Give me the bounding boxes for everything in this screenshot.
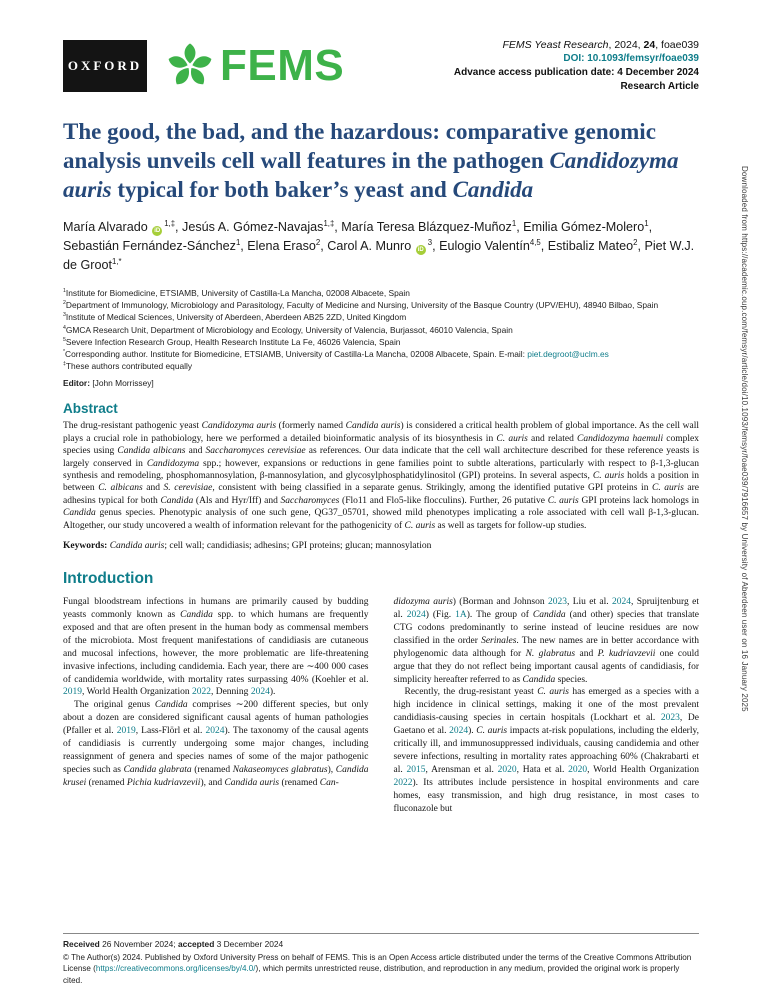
abstract-section (63, 401, 699, 532)
link[interactable]: 2020 (568, 764, 588, 775)
paragraph: The original genus Candida comprises ∼200 different species, but only about a dozen are considered significant causal agents of human pathologies (Pfaller et al. 2019, Lass-Flörl et al. 2024). The taxonomy of the causal agents of candidiasis is currently undergoing some major changes, including reassignment of genera and species names of some of the major pathogenic species such as Candida glabrata (renamed Nakaseomyces glabratus), Candida krusei (renamed Pichia kudriavzevii), and Candida auris (renamed Can- (63, 700, 369, 788)
article-type-label: Research Article (620, 81, 699, 92)
abstract-heading: Abstract (63, 401, 118, 417)
corresponding-author-line: *Corresponding author. Institute for Biomedicine, ETSIAMB, University of Castilla-La Mancha, 02008 Albacete, Spain. E-mail: piet.degroot@uclm.es (63, 349, 609, 360)
link[interactable]: 2022 (393, 777, 413, 788)
abstract-text: The drug-resistant pathogenic yeast Candidozyma auris (formerly named Candida auris) is considered a critical health problem of global importance. As the cell wall plays a crucial role in pathobiology, here we performed a detailed bioinformatic analysis of its biosynthesis in C. auris and related Candidozyma haemuli complex species using Candida albicans and Saccharomyces cerevisiae as references. Our data indicate that the cell wall architecture described for these reference yeasts is largely conserved in Candidozyma spp.; however, expansions or reductions in gene families point to subtle alterations, particularly with respect to β-1,3-glucan synthesis and remodeling, phosphomannosylation, β-mannosylation, and glycosylphosphatidylinositol (GPI) proteins. In several aspects, C. auris holds a position in between C. albicans and S. cerevisiae, consistent with being classified in a separate genus. Strikingly, among the identified putative GPI proteins in C. auris are adhesins typical for both Candida (Als and Hyr/Iff) and Saccharomyces (Flo11 and Flo5-like flocculins). Further, 26 putative C. auris GPI proteins lack homologs in Candida genus species. Phenotypic analysis of one such gene, QG37_05701, showed mild phenotypes implicating a role associated with cell wall β-1,3-glucan. Altogether, our study uncovered a wealth of information relevant for the pathogenicity of C. auris as well as targets for follow-up studies. (63, 421, 700, 531)
affiliation-line: $^1$Institute for Biomedicine, ETSIAMB, University of Castilla-La Mancha, 02008 Albacete, Spain (63, 288, 410, 298)
link[interactable]: piet.degroot@uclm.es (527, 349, 609, 360)
advance-access-date: Advance access publication date: 4 December 2024 (453, 67, 699, 78)
paragraph: Fungal bloodstream infections in humans are primarily caused by budding yeasts commonly known as Candida spp. to which humans are frequently exposed and that are often present in the human body as commensal members of the microbiota. Most frequent manifestations of candidiasis are cutaneous and mucosal infections, however, the more problematic are life-threatening invasive infections, including candidemia. Each year, there are ∼400 000 cases of candidemia worldwide, with mortality rates surpassing 40% (Koehler et al. 2019, World Health Organization 2022, Denning 2024). (63, 597, 369, 698)
link[interactable]: 2024 (612, 597, 631, 608)
link[interactable]: 2022 (191, 687, 211, 698)
link[interactable]: 1A (455, 609, 467, 620)
paragraph: Recently, the drug-resistant yeast C. auris has emerged as a species with a high incidence in clinical settings, making it one of the most prevalent candidiasis-causing species in certain hospitals (Lockhart et al. 2023, De Gaetano et al. 2024). C. auris impacts at-risk populations, including the elderly, critically ill, and immunosuppressed individuals, causing candidemia and other severe infections, resulting in mortality rates approaching 60% (Chakrabarti et al. 2015, Arensman et al. 2020, Hata et al. 2020, World Health Organization 2022). Its attributes include persistence in hospital environments and care homes, easy transmission, and high drug resistance, in most cases to fluconazole but (393, 687, 699, 814)
introduction-heading: Introduction (63, 570, 154, 588)
link[interactable]: https://creativecommons.org/licenses/by/4.0/ (95, 964, 256, 974)
issue-info (454, 38, 699, 94)
link[interactable]: 2024 (250, 687, 270, 698)
oxford-logo-text: OXFORD (67, 58, 143, 73)
fems-flower-icon (165, 41, 215, 91)
link[interactable]: 2015 (406, 764, 426, 775)
link[interactable]: 2023 (547, 597, 567, 608)
link[interactable]: 2024 (205, 726, 225, 737)
affiliation-line: $^4$GMCA Research Unit, Department of Microbiology and Ecology, University of Valencia, Burjassot, 46010 Valencia, Spain (63, 324, 513, 335)
article-title: The good, the bad, and the hazardous: comparative genomic analysis unveils cell wall features in the pathogen Candidozyma auris typical for both baker’s yeast and Candida (63, 119, 679, 202)
equal-contribution-note: ‡These authors contributed equally (63, 361, 193, 372)
link[interactable]: 2023 (660, 713, 680, 724)
link[interactable]: 2020 (497, 764, 517, 775)
affiliations (63, 287, 699, 372)
fems-logo (165, 41, 344, 91)
right-column (394, 596, 700, 815)
introduction-section (63, 570, 699, 815)
doi-link[interactable]: DOI: 10.1093/femsyr/foae039 (563, 53, 699, 64)
journal-header (63, 38, 699, 94)
download-watermark: Downloaded from https://academic.oup.com/femsyr/article/doi/10.1093/femsyr/foae039/7916657 by University of Aberdeen user on 16 January 2025 (740, 166, 749, 712)
orcid-icon[interactable]: iD (154, 228, 161, 234)
oxford-university-press-logo (63, 40, 147, 92)
keywords-line: Keywords: Candida auris; cell wall; candidiasis; adhesins; GPI proteins; glucan; mannosylation (63, 541, 432, 552)
author-list: María Alvarado $iD^{1,\ddagger}$, Jesús A. Gómez-Navajas$^{1,\ddagger}$, María Teresa Blázquez-Muñoz$^1$, Emilia Gómez-Molero$^1$, Sebastián Fernández-Sánchez$^1$, Elena Eraso$^2$, Carol A. Munro $iD^3$, Eulogio Valentín$^{4,5}$, Estibaliz Mateo$^2$, Piet W.J. de Groot$^{1,*}$ (63, 218, 695, 272)
affiliation-line: $^3$Institute of Medical Sciences, University of Aberdeen, Aberdeen AB25 2ZD, United Kingdom (63, 312, 407, 323)
article-footer (63, 933, 699, 986)
link[interactable]: 2024 (449, 726, 469, 737)
journal-citation: FEMS Yeast Research, 2024, 24, foae039 (502, 39, 699, 51)
received-accepted-line: Received 26 November 2024; accepted 3 December 2024 (63, 938, 284, 949)
copyright-notice: © The Author(s) 2024. Published by Oxford University Press on behalf of FEMS. This is an Open Access article distributed under the terms of the Creative Commons Attribution License (https://creativecommons.org/licenses/by/4.0/), which permits unrestricted reuse, distribution, and reproduction in any medium, provided the original work is properly cited. (63, 953, 692, 985)
affiliation-line: $^2$Department of Immunology, Microbiology and Parasitology, Faculty of Medicine and Nursing, University of the Basque Country (UPV/EHU), 48940 Bilbao, Spain (63, 300, 659, 311)
paragraph: didozyma auris) (Borman and Johnson 2023, Liu et al. 2024, Spruijtenburg et al. 2024) (Fig. 1A). The group of Candida (and other) species that translate CTG codons predominantly to serine instead of leucine residues are now classified in the order Serinales. The new names are in better accordance with phylogenomic data although for N. glabratus and P. kudriavzevii one could argue that they do not reflect being important causal agents of candidiasis, for simplicity hereafter referred to as Candida species. (393, 597, 700, 685)
link[interactable]: 2019 (63, 687, 82, 698)
affiliation-line: $^5$Severe Infection Research Group, Health Research Institute La Fe, 46026 Valencia, Spain (63, 336, 401, 347)
editor-line: Editor: [John Morrissey] (63, 378, 154, 389)
two-column-body (63, 596, 699, 815)
fems-logo-text: FEMS (220, 41, 345, 90)
link[interactable]: 2019 (116, 726, 136, 737)
link[interactable]: 2024 (406, 609, 426, 620)
orcid-icon[interactable]: iD (417, 247, 424, 253)
left-column (63, 596, 369, 815)
